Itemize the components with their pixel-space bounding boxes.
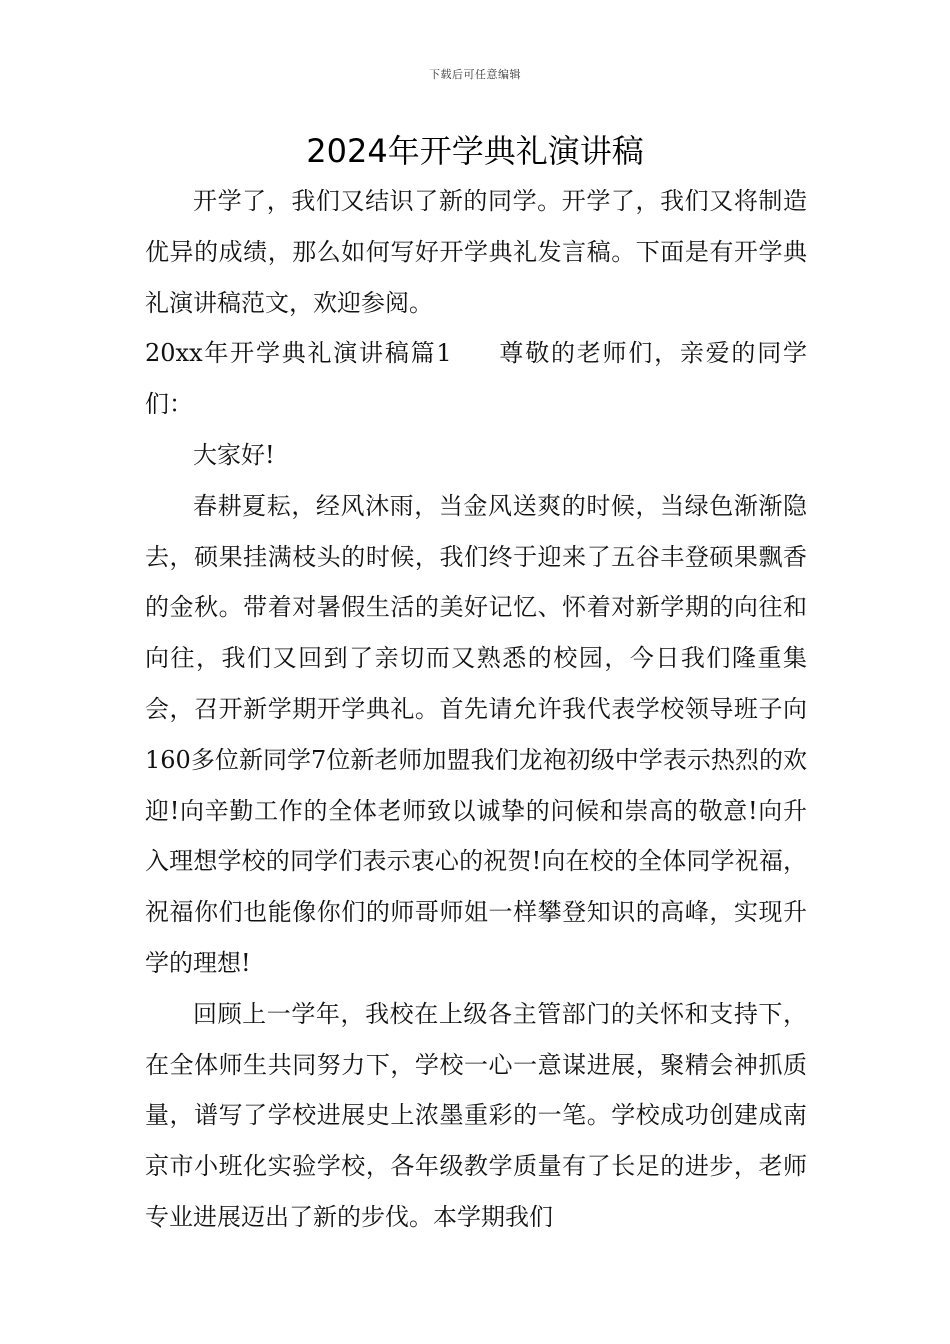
body-paragraph-2: 回顾上一学年，我校在上级各主管部门的关怀和支持下，在全体师生共同努力下，学校一心一意谋进展，聚精会神抓质量，谱写了学校进展史上浓墨重彩的一笔。学校成功创建成南京市小班化实验学校，各年级教学质量有了长足的进步，老师专业进展迈出了新的步伐。本学期我们 [145,999,807,1231]
salutation: 尊敬的老师们，亲爱的同学们： [145,339,807,419]
body-paragraph-1: 春耕夏耘，经风沐雨，当金风送爽的时候，当绿色渐渐隐去，硕果挂满枝头的时候，我们终于迎来了五谷丰登硕果飘香的金秋。带着对暑假生活的美好记忆、怀着对新学期的向往和向往，我们又回到了亲切而又熟悉的校园，今日我们隆重集会，召开新学期开学典礼。首先请允许我代表学校领导班子向160多位新同学7位新老师加盟我们龙袍初级中学表示热烈的欢迎!向辛勤工作的全体老师致以诚挚的问候和崇高的敬意!向升入理想学校的同学们表示衷心的祝贺!向在校的全体同学祝福，祝福你们也能像你们的师哥师姐一样攀登知识的高峰，实现升学的理想! [145,491,807,977]
intro-paragraph: 开学了，我们又结识了新的同学。开学了，我们又将制造优异的成绩，那么如何写好开学典礼发言稿。下面是有开学典礼演讲稿范文，欢迎参阅。 [145,187,807,317]
document-body [145,176,807,1243]
document-title: 2024年开学典礼演讲稿 [306,132,644,170]
section-heading-line [145,328,807,430]
greeting-paragraph: 大家好! [193,440,275,469]
page-header-note: 下载后可任意编辑 [429,68,521,81]
section-heading: 20xx年开学典礼演讲稿篇1 [145,339,452,368]
